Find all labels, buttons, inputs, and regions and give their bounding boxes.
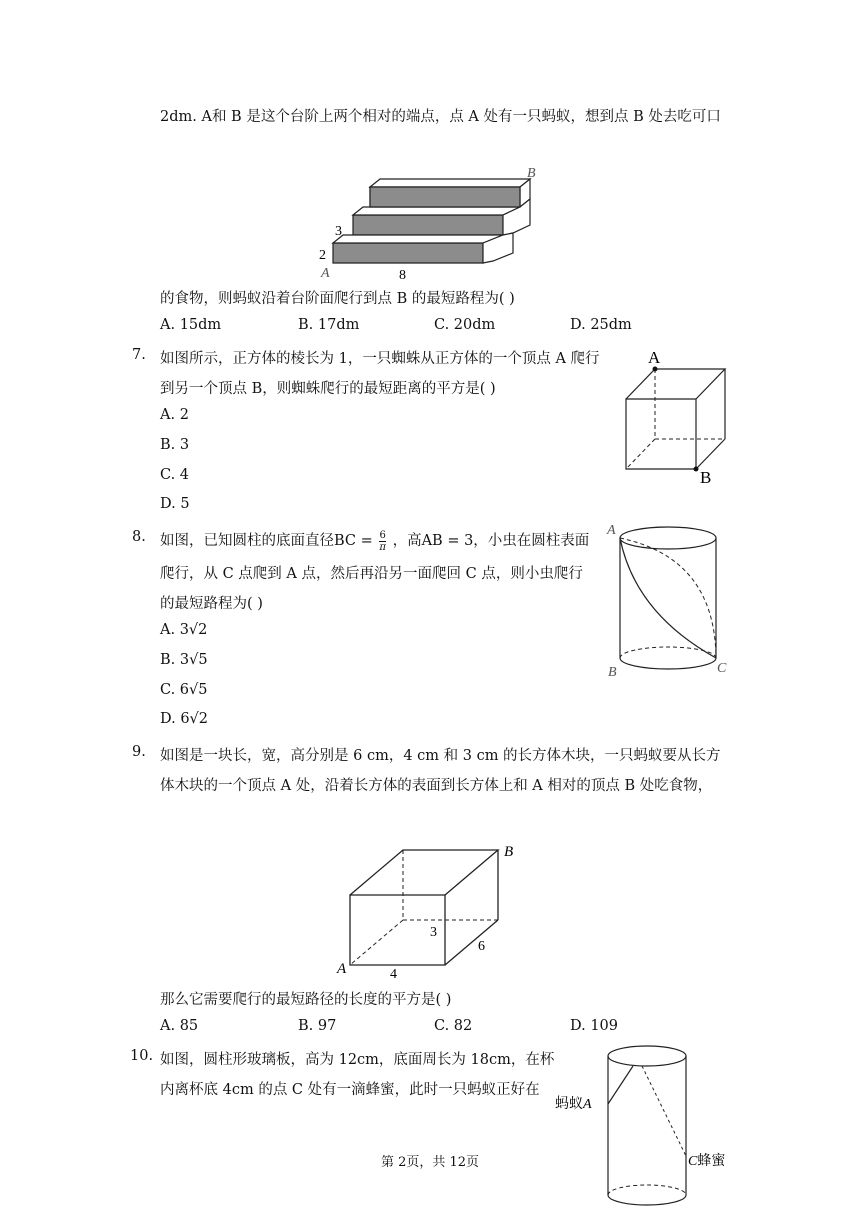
q9-option-a: A. 85: [160, 1018, 199, 1034]
label-a: A: [321, 266, 330, 281]
q9-option-d: D. 109: [570, 1018, 619, 1034]
label-3: 3: [335, 224, 342, 239]
q8-option-a: A. 3√2: [160, 622, 208, 638]
box-figure: [335, 840, 525, 980]
q8-fraction-denominator: π: [379, 541, 386, 553]
intro-line-2: 的食物，则蚂蚁沿着台阶面爬行到点 B 的最短路程为( ): [160, 291, 515, 307]
q8-line-1-post: ，高AB = 3，小虫在圆柱表面: [392, 533, 590, 549]
q8-fraction-numerator: 6: [379, 529, 386, 541]
q10-number: 10.: [130, 1048, 154, 1064]
q7-line-2: 到另一个顶点 B，则蜘蛛爬行的最短距离的平方是( ): [160, 381, 496, 397]
label-c: C: [717, 661, 727, 676]
label-2: 2: [319, 248, 326, 263]
q8-option-b: B. 3√5: [160, 652, 208, 668]
intro-option-a: A. 15dm: [160, 317, 222, 333]
cube-figure: [620, 345, 730, 485]
label-b: B: [527, 166, 536, 181]
q8-option-c: C. 6√5: [160, 682, 208, 698]
label-8: 8: [399, 268, 406, 283]
label-4: 4: [390, 967, 397, 982]
q9-option-b: B. 97: [298, 1018, 337, 1034]
honey-label: C蜂蜜: [688, 1154, 726, 1169]
q7-option-d: D. 5: [160, 496, 190, 512]
q7-number: 7.: [132, 347, 146, 363]
q8-line-1: [160, 529, 589, 553]
intro-option-b: B. 17dm: [298, 317, 360, 333]
label-a: A: [648, 348, 661, 367]
q8-line-1-pre: 如图，已知圆柱的底面直径BC =: [160, 533, 373, 549]
q9-line-3: 那么它需要爬行的最短路径的长度的平方是( ): [160, 992, 452, 1008]
page-footer: 第 2页，共 12页: [380, 1155, 480, 1170]
intro-option-c: C. 20dm: [434, 317, 496, 333]
q7-option-a: A. 2: [160, 407, 189, 423]
q7-option-b: B. 3: [160, 437, 190, 453]
label-6: 6: [478, 939, 485, 954]
q8-number: 8.: [132, 529, 146, 545]
q9-line-1: 如图是一块长，宽，高分别是 6 cm，4 cm 和 3 cm 的长方体木块，一只蚂蚁要从长方: [160, 748, 721, 764]
glass-cylinder-figure: [555, 1040, 745, 1212]
q8-line-2: 爬行，从 C 点爬到 A 点，然后再沿另一面爬回 C 点，则小虫爬行: [160, 566, 583, 582]
label-3: 3: [430, 925, 437, 940]
q9-line-2: 体木块的一个顶点 A 处，沿着长方体的表面到长方体上和 A 相对的顶点 B 处吃食物，: [160, 778, 713, 794]
intro-option-d: D. 25dm: [570, 317, 632, 333]
q10-line-2: 内离杯底 4cm 的点 C 处有一滴蜂蜜，此时一只蚂蚁正好在: [160, 1082, 540, 1098]
q7-option-c: C. 4: [160, 467, 190, 483]
label-b: B: [504, 844, 514, 860]
ant-label: 蚂蚁A: [555, 1097, 592, 1112]
intro-line-1: 2dm. A和 B 是这个台阶上两个相对的端点，点 A 处有一只蚂蚁，想到点 B 处去吃可口: [160, 109, 721, 125]
cylinder-figure: [605, 518, 735, 683]
q8-option-d: D. 6√2: [160, 711, 209, 727]
q9-option-c: C. 82: [434, 1018, 473, 1034]
label-b: B: [608, 665, 617, 680]
label-b: B: [700, 468, 712, 487]
q7-line-1: 如图所示，正方体的棱长为 1，一只蜘蛛从正方体的一个顶点 A 爬行: [160, 351, 600, 367]
stairs-figure: [315, 165, 545, 285]
label-a: A: [337, 961, 347, 977]
q8-fraction: [379, 530, 386, 553]
q8-line-3: 的最短路程为( ): [160, 596, 263, 612]
label-a: A: [607, 523, 616, 538]
q9-number: 9.: [132, 744, 146, 760]
q10-line-1: 如图，圆柱形玻璃板，高为 12cm，底面周长为 18cm，在杯: [160, 1052, 555, 1068]
